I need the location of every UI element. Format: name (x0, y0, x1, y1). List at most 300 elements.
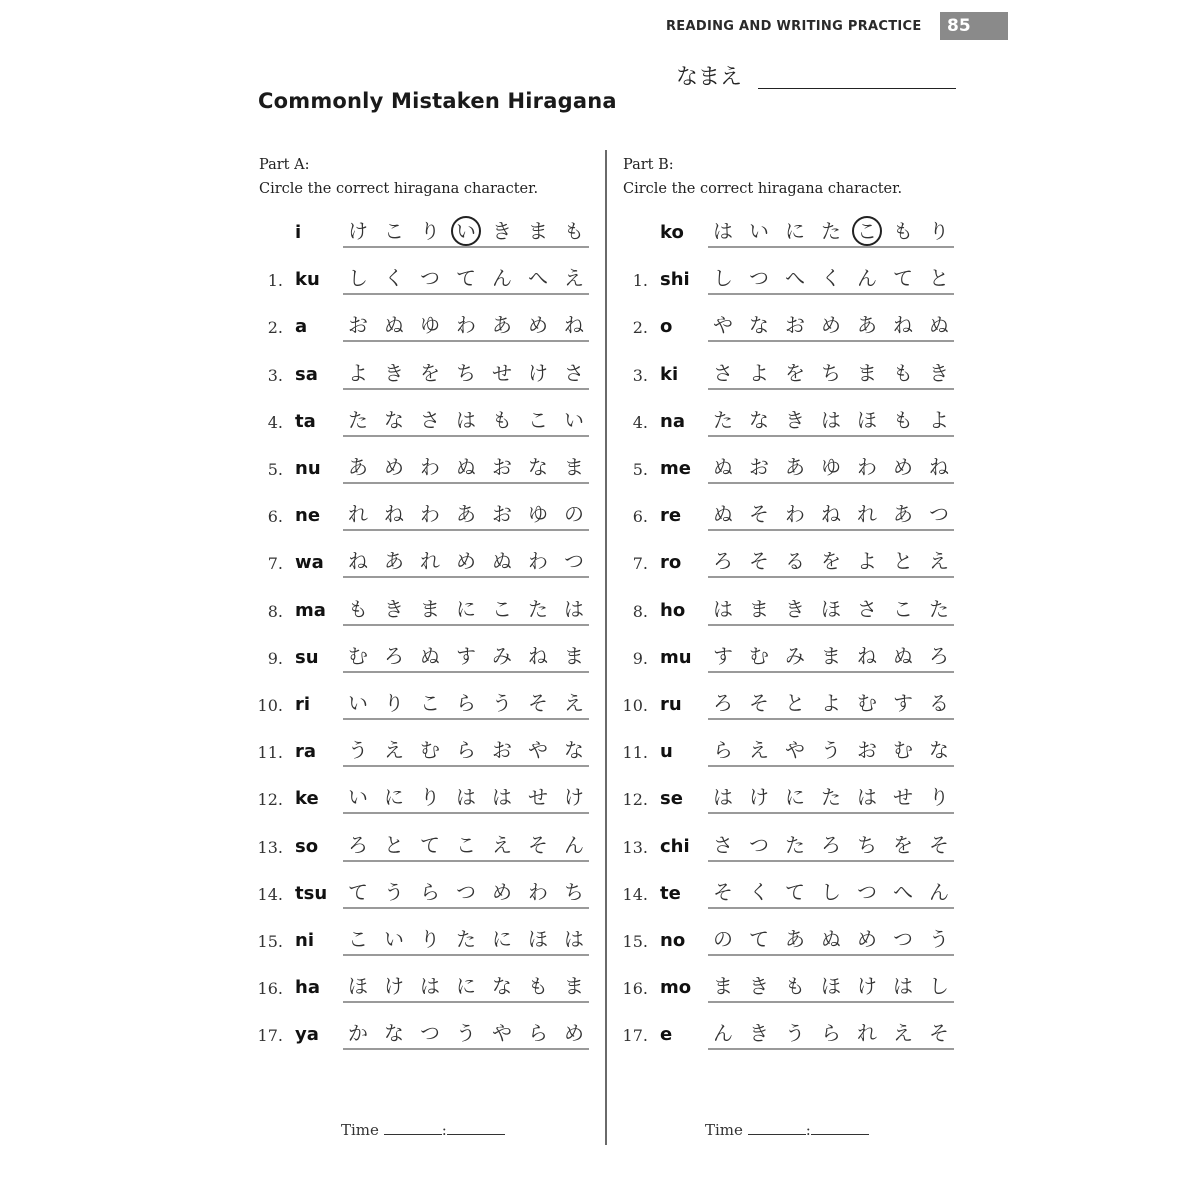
hiragana-choice[interactable]: わ (528, 549, 548, 574)
name-field (676, 58, 966, 94)
hiragana-choice[interactable]: も (785, 974, 805, 999)
hiragana-choice[interactable]: ゆ (420, 313, 440, 338)
hiragana-choice[interactable]: き (785, 407, 805, 432)
hiragana-choice[interactable]: め (564, 1021, 584, 1046)
hiragana-choice[interactable]: み (785, 643, 805, 668)
hiragana-choice[interactable]: む (749, 643, 769, 668)
hiragana-choice[interactable]: ち (821, 360, 841, 385)
hiragana-choice[interactable]: り (929, 219, 949, 243)
hiragana-choice[interactable]: ね (384, 502, 404, 527)
hiragana-choice[interactable]: ね (564, 313, 584, 338)
hiragana-choice[interactable]: き (785, 596, 805, 621)
hiragana-choice[interactable]: う (456, 1021, 476, 1046)
hiragana-choices (343, 830, 589, 862)
hiragana-choice[interactable]: ら (821, 1021, 841, 1046)
question-number: 5. (632, 460, 648, 479)
hiragana-choice[interactable]: ぬ (420, 643, 440, 668)
hiragana-choice[interactable]: そ (713, 879, 733, 904)
romaji-prompt: na (660, 410, 685, 432)
hiragana-choice[interactable]: ん (857, 266, 877, 291)
hiragana-choice[interactable]: ん (564, 832, 584, 857)
hiragana-choice[interactable]: も (893, 407, 913, 432)
hiragana-choice[interactable]: つ (749, 266, 769, 291)
hiragana-choice[interactable]: に (785, 785, 805, 810)
hiragana-choice[interactable]: は (713, 596, 733, 621)
hiragana-choice[interactable]: あ (384, 549, 404, 574)
hiragana-choice[interactable]: え (893, 1021, 913, 1046)
hiragana-choice[interactable]: に (785, 219, 805, 243)
hiragana-choice[interactable]: も (564, 219, 584, 243)
question-number: 12. (622, 790, 648, 810)
hiragana-choice[interactable]: ほ (528, 927, 548, 951)
hiragana-choice[interactable]: め (893, 455, 913, 479)
hiragana-choice[interactable]: ら (420, 879, 440, 904)
hiragana-choice[interactable]: ほ (348, 974, 368, 999)
hiragana-choice[interactable]: な (528, 455, 548, 479)
hiragana-choice[interactable]: ら (528, 1021, 548, 1046)
hiragana-choice[interactable]: は (456, 407, 476, 432)
hiragana-choice[interactable]: う (821, 738, 841, 763)
hiragana-choice[interactable]: ぬ (456, 455, 476, 479)
hiragana-choice[interactable]: き (749, 1021, 769, 1046)
hiragana-choice[interactable]: わ (528, 879, 548, 904)
hiragana-choice[interactable]: え (384, 738, 404, 763)
hiragana-choice[interactable]: こ (492, 596, 512, 621)
hiragana-choice[interactable]: た (713, 407, 733, 432)
hiragana-choice[interactable]: そ (929, 832, 949, 857)
part-a-time (341, 1120, 505, 1139)
hiragana-choice[interactable]: わ (420, 502, 440, 527)
hiragana-choice[interactable]: り (420, 219, 440, 243)
hiragana-choice[interactable]: や (528, 738, 548, 763)
question-number: 14. (622, 884, 648, 904)
hiragana-choice[interactable]: た (785, 832, 805, 857)
question-number: 10. (622, 696, 648, 715)
hiragana-choice[interactable]: お (857, 738, 877, 763)
hiragana-choice[interactable]: き (384, 360, 404, 385)
hiragana-choice[interactable]: ん (492, 266, 512, 291)
hiragana-choice[interactable]: め (492, 879, 512, 904)
hiragana-choice[interactable]: は (492, 785, 512, 810)
time-seconds-blank[interactable] (447, 1120, 505, 1135)
hiragana-choice[interactable]: ぬ (713, 502, 733, 527)
hiragana-choice[interactable]: よ (857, 549, 877, 574)
hiragana-choice[interactable]: て (456, 266, 476, 291)
hiragana-choice[interactable]: ね (857, 643, 877, 668)
hiragana-choice[interactable]: と (785, 691, 805, 715)
hiragana-choice[interactable]: つ (893, 927, 913, 951)
hiragana-choice[interactable]: い (384, 927, 404, 951)
hiragana-choice[interactable]: た (821, 219, 841, 243)
hiragana-choice[interactable]: を (785, 360, 805, 385)
question-row (620, 499, 960, 537)
hiragana-choice[interactable]: ほ (821, 596, 841, 621)
time-seconds-blank[interactable] (811, 1120, 869, 1135)
circled-hiragana-choice[interactable]: こ (852, 216, 882, 246)
hiragana-choice[interactable]: あ (456, 502, 476, 527)
hiragana-choice[interactable]: は (857, 785, 877, 810)
hiragana-choice[interactable]: わ (785, 502, 805, 527)
hiragana-choice[interactable]: ま (528, 219, 548, 243)
hiragana-choice[interactable]: み (492, 643, 512, 668)
hiragana-choice[interactable]: こ (420, 691, 440, 715)
hiragana-choice[interactable]: ま (564, 455, 584, 479)
hiragana-choice[interactable]: と (384, 832, 404, 857)
hiragana-choice[interactable]: え (749, 738, 769, 763)
hiragana-choice[interactable]: て (348, 879, 368, 904)
hiragana-choice[interactable]: あ (348, 455, 368, 479)
question-number: 1. (267, 271, 283, 291)
hiragana-choice[interactable]: う (384, 879, 404, 904)
hiragana-choice[interactable]: け (749, 785, 769, 810)
hiragana-choice[interactable]: い (348, 785, 368, 810)
hiragana-choice[interactable]: け (564, 785, 584, 810)
hiragana-choice[interactable]: り (420, 785, 440, 810)
hiragana-choice[interactable]: な (564, 738, 584, 763)
hiragana-choice[interactable]: へ (528, 266, 548, 291)
hiragana-choice[interactable]: む (420, 738, 440, 763)
hiragana-choice[interactable]: ま (749, 596, 769, 621)
hiragana-choice[interactable]: を (821, 549, 841, 574)
hiragana-choice[interactable]: れ (420, 549, 440, 574)
hiragana-choice[interactable]: く (749, 879, 769, 904)
question-row (255, 877, 595, 915)
romaji-prompt: i (295, 222, 302, 243)
hiragana-choice[interactable]: ね (929, 455, 949, 479)
hiragana-choice[interactable]: ま (564, 643, 584, 668)
hiragana-choice[interactable]: む (857, 691, 877, 715)
hiragana-choice[interactable]: よ (821, 691, 841, 715)
hiragana-choice[interactable]: い (348, 691, 368, 715)
hiragana-choice[interactable]: や (713, 313, 733, 338)
hiragana-choice[interactable]: ら (456, 738, 476, 763)
hiragana-choice[interactable]: つ (857, 879, 877, 904)
hiragana-choice[interactable]: う (929, 927, 949, 951)
name-blank-line[interactable] (758, 88, 956, 89)
hiragana-choice[interactable]: た (348, 407, 368, 432)
romaji-prompt: so (295, 835, 319, 857)
hiragana-choice[interactable]: か (348, 1021, 368, 1046)
hiragana-choice[interactable]: れ (857, 502, 877, 527)
hiragana-choice[interactable]: き (384, 596, 404, 621)
hiragana-choice[interactable]: の (713, 927, 733, 951)
hiragana-choice[interactable]: は (713, 219, 733, 243)
hiragana-choice[interactable]: も (492, 407, 512, 432)
hiragana-choice[interactable]: ち (456, 360, 476, 385)
hiragana-choice[interactable]: そ (528, 832, 548, 857)
question-number: 12. (257, 790, 283, 810)
hiragana-choice[interactable]: と (929, 266, 949, 291)
hiragana-choice[interactable]: お (749, 455, 769, 479)
hiragana-choice[interactable]: て (785, 879, 805, 904)
hiragana-choice[interactable]: は (456, 785, 476, 810)
hiragana-choice[interactable]: て (749, 927, 769, 951)
hiragana-choice[interactable]: む (348, 643, 368, 668)
hiragana-choice[interactable]: な (384, 1021, 404, 1046)
hiragana-choice[interactable]: ろ (348, 832, 368, 857)
hiragana-choice[interactable]: ま (821, 643, 841, 668)
hiragana-choice[interactable]: や (492, 1021, 512, 1046)
hiragana-choice[interactable]: わ (456, 313, 476, 338)
hiragana-choice[interactable]: な (384, 407, 404, 432)
hiragana-choice[interactable]: め (456, 549, 476, 574)
hiragana-choices (343, 688, 589, 720)
hiragana-choice[interactable]: ぬ (893, 643, 913, 668)
hiragana-choice[interactable]: れ (857, 1021, 877, 1046)
romaji-prompt: mu (660, 646, 692, 668)
hiragana-choice[interactable]: お (348, 313, 368, 338)
hiragana-choice[interactable]: あ (785, 455, 805, 479)
romaji-prompt: ke (295, 788, 319, 810)
hiragana-choice[interactable]: え (492, 832, 512, 857)
hiragana-choice[interactable]: ろ (929, 643, 949, 668)
hiragana-choice[interactable]: れ (348, 502, 368, 527)
hiragana-choice[interactable]: し (713, 266, 733, 291)
hiragana-choice[interactable]: や (785, 738, 805, 763)
hiragana-choice[interactable]: も (348, 596, 368, 621)
hiragana-choice[interactable]: と (893, 549, 913, 574)
hiragana-choice[interactable]: さ (713, 360, 733, 385)
hiragana-choice[interactable]: そ (749, 502, 769, 527)
hiragana-choice[interactable]: い (564, 407, 584, 432)
hiragana-choice[interactable]: さ (713, 832, 733, 857)
hiragana-choice[interactable]: く (821, 266, 841, 291)
hiragana-choice[interactable]: せ (528, 785, 548, 810)
hiragana-choice[interactable]: ろ (713, 691, 733, 715)
hiragana-choice[interactable]: ぬ (713, 455, 733, 479)
hiragana-choice[interactable]: り (384, 691, 404, 715)
hiragana-choice[interactable]: た (929, 596, 949, 621)
romaji-prompt: me (660, 458, 691, 479)
hiragana-choice[interactable]: る (785, 549, 805, 574)
hiragana-choice[interactable]: く (384, 266, 404, 291)
hiragana-choice[interactable]: は (713, 785, 733, 810)
hiragana-choice[interactable]: ぬ (821, 927, 841, 951)
hiragana-choice[interactable]: し (821, 879, 841, 904)
hiragana-choice[interactable]: よ (749, 360, 769, 385)
hiragana-choice[interactable]: こ (893, 596, 913, 621)
part-a-instruction: Circle the correct hiragana character. (259, 181, 539, 197)
hiragana-choice[interactable]: て (420, 832, 440, 857)
hiragana-choice[interactable]: わ (420, 455, 440, 479)
time-minutes-blank[interactable] (748, 1120, 806, 1135)
hiragana-choice[interactable]: り (420, 927, 440, 951)
hiragana-choice[interactable]: え (564, 266, 584, 291)
hiragana-choice[interactable]: こ (384, 219, 404, 243)
hiragana-choice[interactable]: な (929, 738, 949, 763)
hiragana-choice[interactable]: ち (564, 879, 584, 904)
romaji-prompt: ri (295, 694, 311, 715)
hiragana-choice[interactable]: せ (893, 785, 913, 810)
hiragana-choice[interactable]: お (492, 738, 512, 763)
hiragana-choice[interactable]: を (420, 360, 440, 385)
hiragana-choice[interactable]: は (564, 927, 584, 951)
hiragana-choices (708, 877, 954, 909)
hiragana-choices (708, 499, 954, 531)
hiragana-choice[interactable]: ろ (384, 643, 404, 668)
question-row (620, 452, 960, 490)
hiragana-choice[interactable]: ろ (713, 549, 733, 574)
hiragana-choice[interactable]: ね (821, 502, 841, 527)
hiragana-choice[interactable]: の (564, 502, 584, 527)
hiragana-choice[interactable]: き (492, 219, 512, 243)
hiragana-choice[interactable]: め (384, 455, 404, 479)
hiragana-choice[interactable]: ゆ (528, 502, 548, 527)
hiragana-choices (343, 594, 589, 626)
hiragana-choice[interactable]: な (749, 407, 769, 432)
question-number: 16. (622, 979, 648, 999)
hiragana-choice[interactable]: ら (456, 691, 476, 715)
hiragana-choice[interactable]: う (785, 1021, 805, 1046)
hiragana-choice[interactable]: め (528, 313, 548, 338)
hiragana-choice[interactable]: る (929, 691, 949, 715)
hiragana-choice[interactable]: し (348, 266, 368, 291)
hiragana-choice[interactable]: こ (456, 832, 476, 857)
hiragana-choice[interactable]: ま (420, 596, 440, 621)
hiragana-choice[interactable]: む (893, 738, 913, 763)
hiragana-choice[interactable]: た (456, 927, 476, 951)
hiragana-choice[interactable]: も (893, 360, 913, 385)
hiragana-choice[interactable]: す (713, 643, 733, 668)
hiragana-choice[interactable]: は (564, 596, 584, 621)
hiragana-choice[interactable]: そ (929, 1021, 949, 1046)
hiragana-choice[interactable]: え (564, 691, 584, 715)
hiragana-choice[interactable]: け (528, 360, 548, 385)
hiragana-choice[interactable]: ぬ (492, 549, 512, 574)
hiragana-choice[interactable]: お (492, 502, 512, 527)
hiragana-choice[interactable]: ゆ (821, 455, 841, 479)
hiragana-choice[interactable]: も (528, 974, 548, 999)
hiragana-choice[interactable]: し (929, 974, 949, 999)
hiragana-choice[interactable]: め (821, 313, 841, 338)
circled-hiragana-choice[interactable]: い (451, 216, 481, 246)
hiragana-choice[interactable]: け (857, 974, 877, 999)
hiragana-choice[interactable]: お (492, 455, 512, 479)
hiragana-choice[interactable]: つ (749, 832, 769, 857)
hiragana-choice[interactable]: ん (929, 879, 949, 904)
hiragana-choice[interactable]: に (384, 785, 404, 810)
hiragana-choice[interactable]: あ (893, 502, 913, 527)
hiragana-choice[interactable]: な (492, 974, 512, 999)
hiragana-choice[interactable]: ね (348, 549, 368, 574)
hiragana-choices (708, 735, 954, 767)
hiragana-choice[interactable]: お (785, 313, 805, 338)
hiragana-choice[interactable]: に (456, 974, 476, 999)
hiragana-choice[interactable]: さ (857, 596, 877, 621)
hiragana-choice[interactable]: す (893, 691, 913, 715)
hiragana-choice[interactable]: う (348, 738, 368, 763)
romaji-prompt: u (660, 741, 673, 763)
hiragana-choice[interactable]: す (456, 643, 476, 668)
hiragana-choice[interactable]: ぬ (929, 313, 949, 338)
hiragana-choice[interactable]: ぬ (384, 313, 404, 338)
hiragana-choices (708, 594, 954, 626)
hiragana-choice[interactable]: よ (348, 360, 368, 385)
hiragana-choice[interactable]: う (492, 691, 512, 715)
hiragana-choice[interactable]: そ (749, 549, 769, 574)
question-number: 11. (257, 743, 283, 763)
romaji-prompt: re (660, 505, 682, 527)
question-row (620, 405, 960, 443)
romaji-prompt: tsu (295, 882, 328, 904)
hiragana-choice[interactable]: つ (564, 549, 584, 574)
hiragana-choice[interactable]: よ (929, 407, 949, 432)
hiragana-choice[interactable]: な (749, 313, 769, 338)
hiragana-choice[interactable]: そ (528, 691, 548, 715)
hiragana-choice[interactable]: は (420, 974, 440, 999)
question-row (620, 263, 960, 301)
hiragana-choice[interactable]: け (384, 974, 404, 999)
question-number: 6. (267, 507, 283, 527)
romaji-prompt: ma (295, 599, 326, 621)
hiragana-choice[interactable]: あ (492, 313, 512, 338)
hiragana-choice[interactable]: ま (713, 974, 733, 999)
hiragana-choice[interactable]: へ (893, 879, 913, 904)
hiragana-choice[interactable]: さ (564, 360, 584, 385)
hiragana-choice[interactable]: は (821, 407, 841, 432)
hiragana-choice[interactable]: き (749, 974, 769, 999)
hiragana-choice[interactable]: あ (785, 927, 805, 951)
hiragana-choice[interactable]: え (929, 549, 949, 574)
hiragana-choice[interactable]: つ (420, 1021, 440, 1046)
hiragana-choices (708, 310, 954, 342)
hiragana-choice[interactable]: ね (528, 643, 548, 668)
hiragana-choice[interactable]: も (893, 219, 913, 243)
hiragana-choice[interactable]: は (893, 974, 913, 999)
hiragana-choice[interactable]: そ (749, 691, 769, 715)
hiragana-choice[interactable]: ち (857, 832, 877, 857)
question-number: 2. (267, 318, 283, 338)
hiragana-choice[interactable]: つ (420, 266, 440, 291)
hiragana-choice[interactable]: て (893, 266, 913, 291)
hiragana-choice[interactable]: け (348, 219, 368, 243)
hiragana-choice[interactable]: い (749, 219, 769, 243)
page-title: Commonly Mistaken Hiragana (258, 89, 617, 113)
hiragana-choice[interactable]: ろ (821, 832, 841, 857)
example-row (620, 216, 960, 254)
hiragana-choice[interactable]: に (456, 596, 476, 621)
hiragana-choice[interactable]: つ (929, 502, 949, 527)
hiragana-choice[interactable]: へ (785, 266, 805, 291)
hiragana-choice[interactable]: に (492, 927, 512, 951)
hiragana-choice[interactable]: ほ (857, 407, 877, 432)
hiragana-choice[interactable]: あ (857, 313, 877, 338)
hiragana-choice[interactable]: つ (456, 879, 476, 904)
hiragana-choice[interactable]: た (528, 596, 548, 621)
hiragana-choice[interactable]: め (857, 927, 877, 951)
hiragana-choice[interactable]: こ (348, 927, 368, 951)
hiragana-choice[interactable]: せ (492, 360, 512, 385)
hiragana-choice[interactable]: こ (528, 407, 548, 432)
hiragana-choice[interactable]: た (821, 785, 841, 810)
hiragana-choice[interactable]: き (929, 360, 949, 385)
hiragana-choice[interactable]: ま (857, 360, 877, 385)
hiragana-choice[interactable]: さ (420, 407, 440, 432)
hiragana-choice[interactable]: ね (893, 313, 913, 338)
hiragana-choice[interactable]: ら (713, 738, 733, 763)
hiragana-choice[interactable]: ん (713, 1021, 733, 1046)
hiragana-choice[interactable]: り (929, 785, 949, 810)
time-minutes-blank[interactable] (384, 1120, 442, 1135)
hiragana-choice[interactable]: ま (564, 974, 584, 999)
part-a-label: Part A: (259, 157, 310, 173)
hiragana-choices (708, 641, 954, 673)
hiragana-choice[interactable]: わ (857, 455, 877, 479)
question-row (620, 877, 960, 915)
hiragana-choice[interactable]: ほ (821, 974, 841, 999)
hiragana-choice[interactable]: を (893, 832, 913, 857)
romaji-prompt: ho (660, 599, 686, 621)
